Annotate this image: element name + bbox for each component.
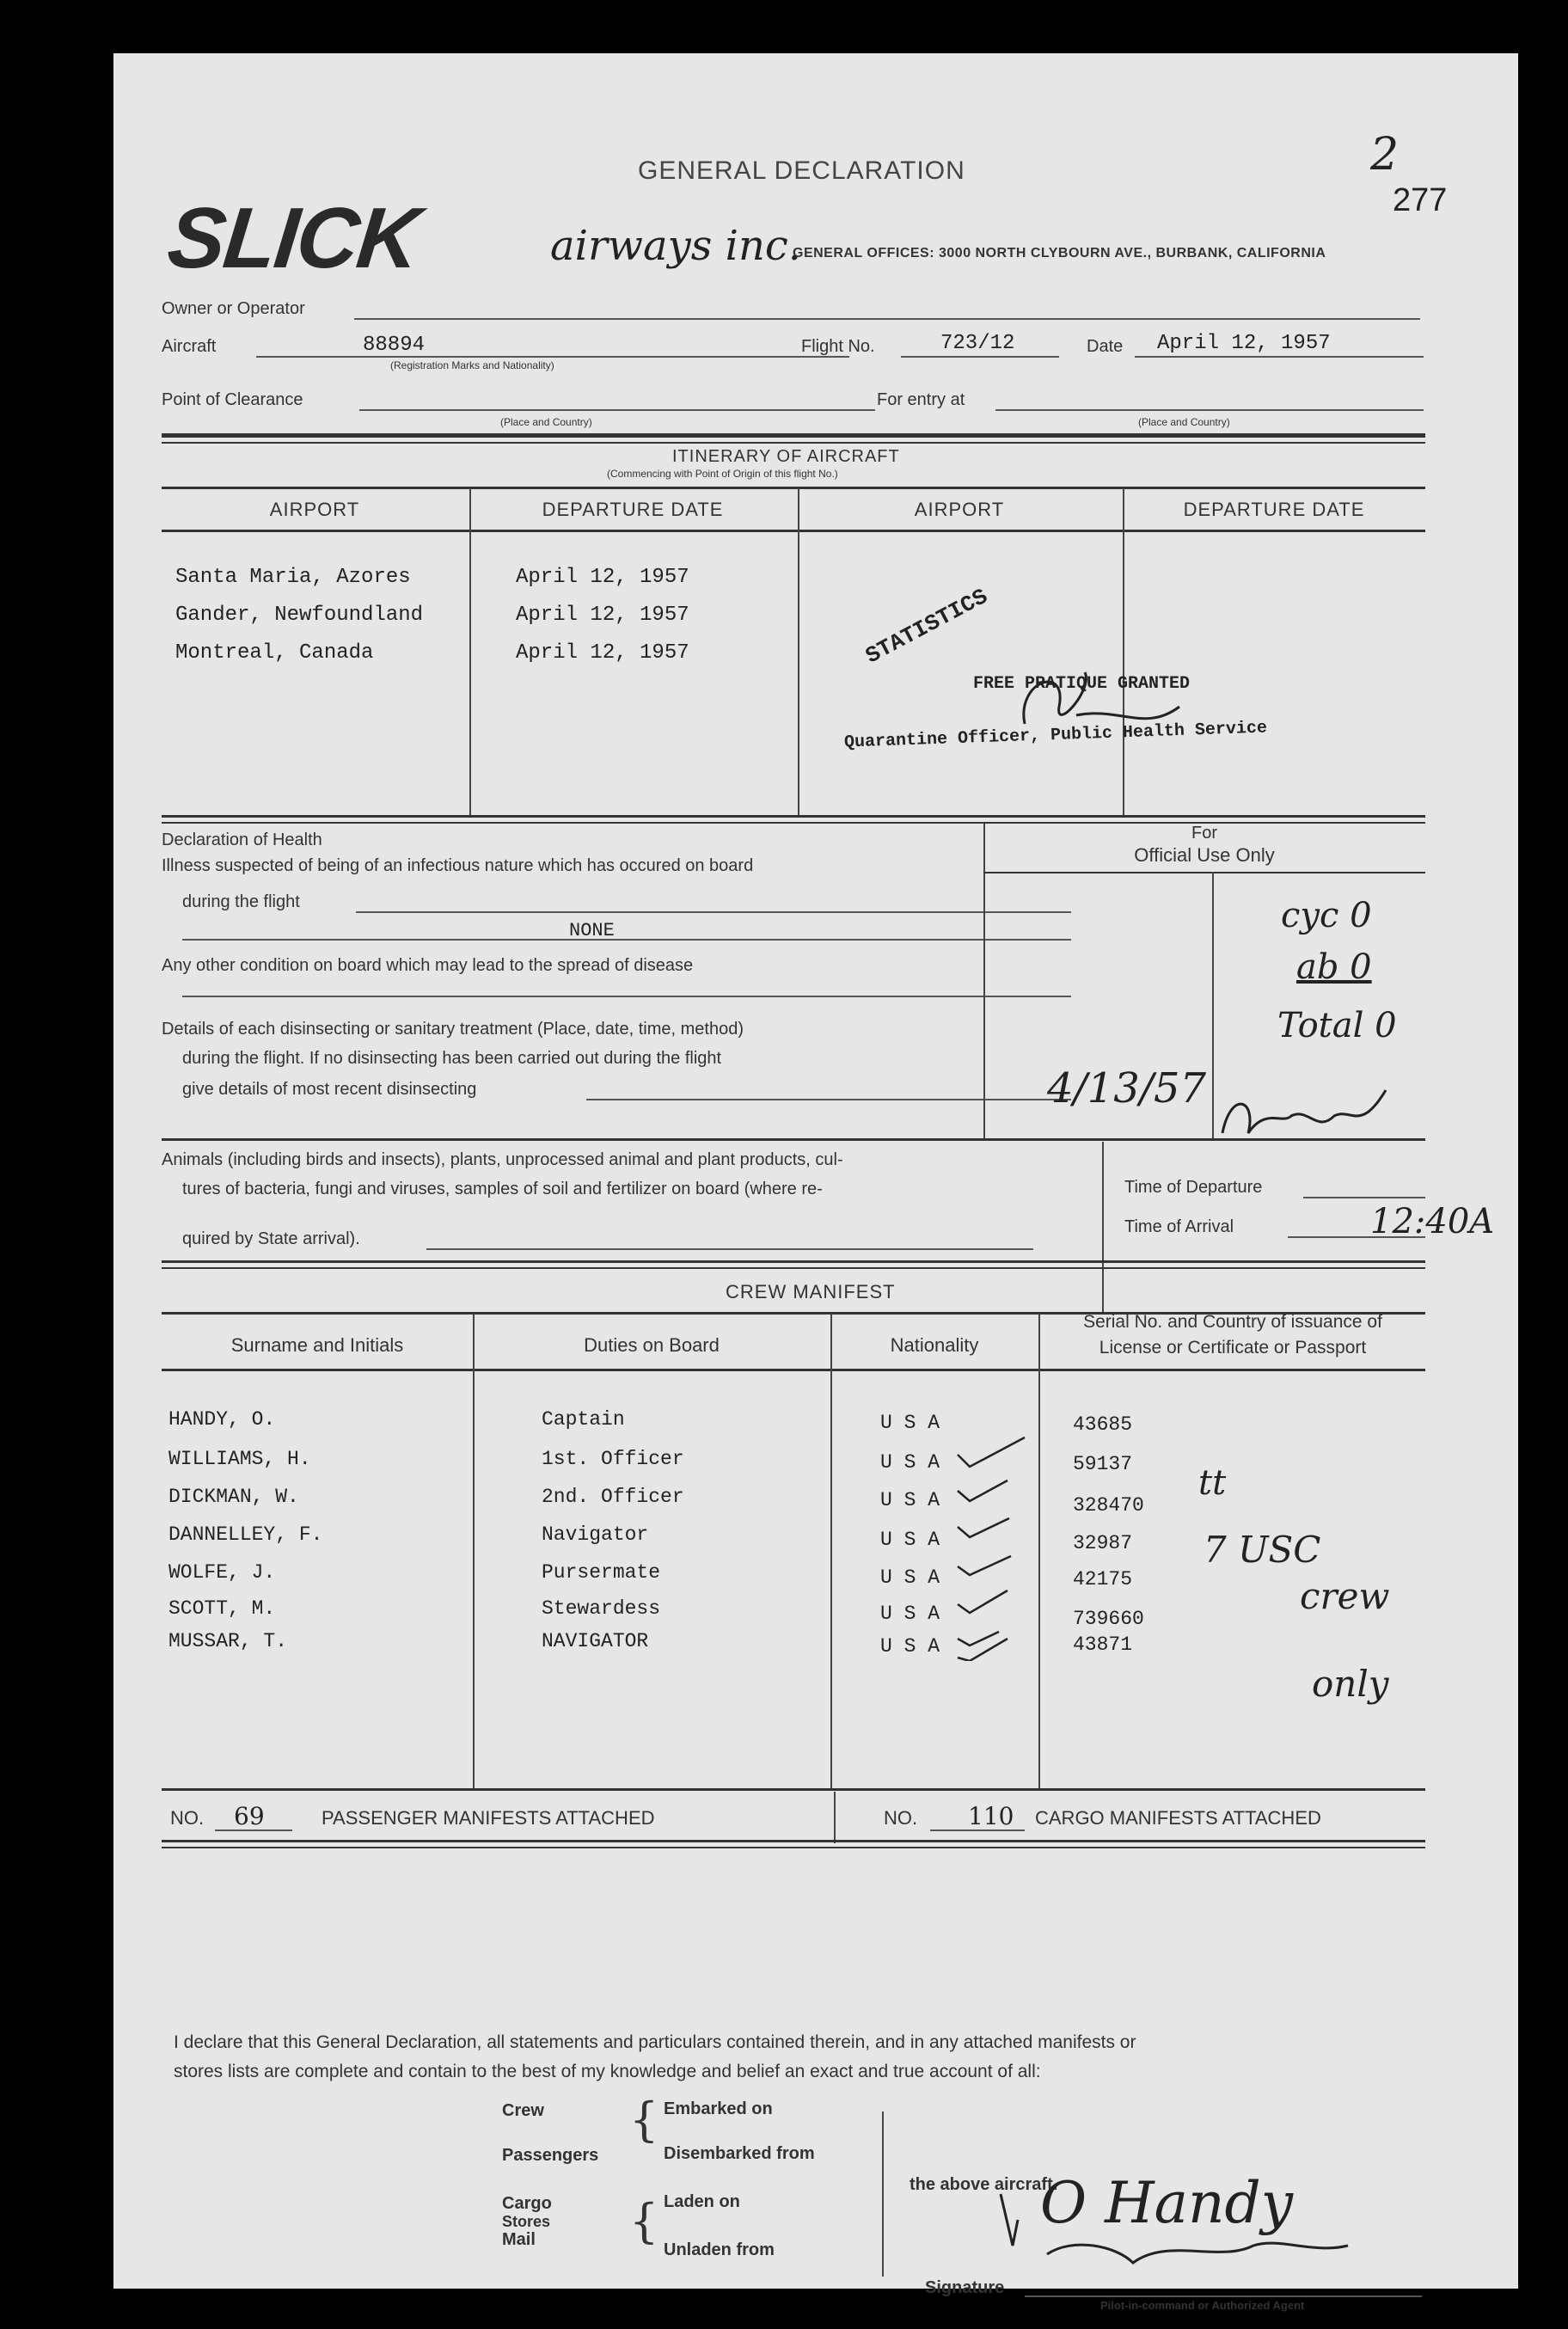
answer-line bbox=[586, 1099, 1071, 1100]
quarantine-signature bbox=[999, 655, 1188, 758]
crew-duty-4: Navigator bbox=[542, 1523, 649, 1546]
divider bbox=[162, 442, 1425, 444]
crew-duty-5: Pursermate bbox=[542, 1561, 661, 1584]
cargo-no-label: NO. bbox=[884, 1807, 918, 1829]
answer-line bbox=[182, 939, 1071, 941]
crew-nationality-5: U S A bbox=[880, 1566, 940, 1589]
clearance-line bbox=[359, 409, 875, 411]
entry-line bbox=[995, 409, 1424, 411]
divider bbox=[162, 1847, 1425, 1848]
crew-nationality-6: U S A bbox=[880, 1603, 940, 1625]
offices-address: GENERAL OFFICES: 3000 NORTH CLYBOURN AVE., BURBANK, CALIFORNIA bbox=[793, 246, 1326, 260]
date-line bbox=[1135, 356, 1424, 358]
crew-name-6: SCOTT, M. bbox=[168, 1597, 276, 1620]
cargo-label: Cargo bbox=[502, 2194, 552, 2213]
page-mark: 2 bbox=[1370, 129, 1400, 181]
entry-label: For entry at bbox=[877, 390, 965, 409]
col-divider bbox=[798, 488, 799, 817]
official-use: Official Use Only bbox=[1134, 844, 1275, 866]
official-note-3: Total 0 bbox=[1277, 1006, 1397, 1045]
animals-line-2: tures of bacteria, fungi and viruses, samples of soil and fertilizer on board (where re- bbox=[182, 1180, 823, 1198]
crew-nationality-4: U S A bbox=[880, 1529, 940, 1551]
crew-nationality-2: U S A bbox=[880, 1451, 940, 1474]
answer-line bbox=[426, 1248, 1033, 1250]
flight-line bbox=[901, 356, 1059, 358]
aircraft-line bbox=[256, 356, 849, 358]
crew-name-5: WOLFE, J. bbox=[168, 1561, 276, 1584]
passengers-label: Passengers bbox=[502, 2146, 599, 2165]
signature-label: Signature bbox=[925, 2278, 1005, 2297]
official-note-2: ab 0 bbox=[1296, 947, 1372, 987]
answer-line bbox=[356, 911, 1071, 913]
declaration-divider bbox=[882, 2111, 884, 2277]
aircraft-label: Aircraft bbox=[162, 337, 217, 356]
itinerary-airport-1: Santa Maria, Azores bbox=[175, 566, 411, 589]
crew-name-4: DANNELLEY, F. bbox=[168, 1523, 323, 1546]
animals-line-3: quired by State arrival). bbox=[182, 1229, 360, 1248]
brace-1: { bbox=[629, 2093, 659, 2147]
crew-title: CREW MANIFEST bbox=[726, 1281, 896, 1302]
owner-line bbox=[354, 318, 1420, 320]
health-q3c: give details of most recent disinsecting bbox=[182, 1080, 477, 1099]
page-number: 277 bbox=[1393, 182, 1448, 218]
signature-note: Pilot-in-command or Authorized Agent bbox=[1100, 2299, 1305, 2312]
count-line bbox=[930, 1829, 1025, 1831]
crew-nationality-1: U S A bbox=[880, 1412, 940, 1434]
itinerary-subtitle: (Commencing with Point of Origin of this flight No.) bbox=[607, 468, 838, 480]
itinerary-date-2: April 12, 1957 bbox=[516, 604, 689, 627]
col-divider bbox=[473, 1314, 475, 1790]
brace-2: { bbox=[629, 2194, 659, 2248]
col-airport: AIRPORT bbox=[269, 499, 360, 520]
departure-line bbox=[1303, 1197, 1425, 1198]
company-logo-script: airways inc. bbox=[550, 222, 802, 270]
nationality-check-marks bbox=[956, 1429, 1033, 1661]
signature-handwriting: O Handy bbox=[1040, 2170, 1294, 2236]
divider bbox=[162, 1788, 1425, 1791]
crew-name-7: MUSSAR, T. bbox=[168, 1630, 288, 1652]
divider bbox=[162, 1138, 1425, 1141]
date-label: Date bbox=[1087, 337, 1124, 356]
departure-time-label: Time of Departure bbox=[1124, 1178, 1263, 1197]
signature-flourish bbox=[995, 2185, 1365, 2289]
divider bbox=[162, 1260, 1425, 1263]
health-title: Declaration of Health bbox=[162, 830, 322, 849]
crew-duty-2: 1st. Officer bbox=[542, 1448, 684, 1470]
crew-name-2: WILLIAMS, H. bbox=[168, 1448, 311, 1470]
flight-label: Flight No. bbox=[801, 337, 875, 356]
official-date: 4/13/57 bbox=[1047, 1064, 1207, 1112]
itinerary-title: ITINERARY OF AIRCRAFT bbox=[672, 447, 900, 466]
declaration-text-2: stores lists are complete and contain to the best of my knowledge and belief an exact and true account of all: bbox=[174, 2062, 1041, 2081]
answer-line bbox=[182, 996, 1071, 997]
cargo-count: 110 bbox=[968, 1802, 1014, 1830]
company-logo: SLICK bbox=[163, 190, 423, 286]
col-departure-2: DEPARTURE DATE bbox=[1183, 499, 1365, 520]
health-q1-answer: NONE bbox=[569, 920, 615, 941]
document-page bbox=[113, 53, 1518, 2312]
official-for: For bbox=[1191, 824, 1217, 843]
quarantine-stamp: Quarantine Officer, Public Health Service bbox=[843, 718, 1268, 753]
above-aircraft-text: the above aircraft. bbox=[910, 2175, 1058, 2194]
unladen-label: Unladen from bbox=[664, 2240, 775, 2259]
crew-serial-5: 42175 bbox=[1073, 1568, 1133, 1590]
disembarked-label: Disembarked from bbox=[664, 2144, 815, 2163]
aircraft-value: 88894 bbox=[363, 334, 426, 357]
health-q3a: Details of each disinsecting or sanitary treatment (Place, date, time, method) bbox=[162, 1020, 744, 1039]
health-q2: Any other condition on board which may lead to the spread of disease bbox=[162, 956, 694, 975]
embarked-label: Embarked on bbox=[664, 2099, 773, 2118]
crew-nationality-3: U S A bbox=[880, 1489, 940, 1511]
crew-duty-7: NAVIGATOR bbox=[542, 1630, 649, 1652]
signature-line bbox=[1025, 2295, 1422, 2297]
crew-note-2: 7 USC bbox=[1204, 1529, 1321, 1571]
clearance-label: Point of Clearance bbox=[162, 390, 303, 409]
crew-serial-7: 43871 bbox=[1073, 1633, 1133, 1656]
count-line bbox=[215, 1829, 292, 1831]
crew-note-1: tt bbox=[1198, 1463, 1227, 1503]
cargo-text: CARGO MANIFESTS ATTACHED bbox=[1035, 1807, 1321, 1829]
crew-nationality-7: U S A bbox=[880, 1635, 940, 1658]
official-initials bbox=[1214, 1082, 1403, 1159]
col-departure: DEPARTURE DATE bbox=[542, 499, 724, 520]
health-q1a: Illness suspected of being of an infectious nature which has occured on board bbox=[162, 856, 754, 875]
laden-label: Laden on bbox=[664, 2192, 740, 2211]
health-q3b: during the flight. If no disinsecting has been carried out during the flight bbox=[182, 1049, 722, 1068]
divider bbox=[162, 433, 1425, 438]
crew-duty-1: Captain bbox=[542, 1408, 625, 1431]
col-name: Surname and Initials bbox=[230, 1334, 404, 1356]
mail-label: Mail bbox=[502, 2230, 536, 2249]
arrival-time-value: 12:40A bbox=[1370, 1202, 1495, 1241]
crew-name-3: DICKMAN, W. bbox=[168, 1486, 299, 1508]
owner-label: Owner or Operator bbox=[162, 299, 305, 318]
itinerary-airport-3: Montreal, Canada bbox=[175, 641, 374, 665]
entry-note: (Place and Country) bbox=[1138, 416, 1230, 428]
passenger-count: 69 bbox=[234, 1802, 265, 1830]
col-airport-2: AIRPORT bbox=[914, 499, 1005, 520]
passenger-no-label: NO. bbox=[170, 1807, 205, 1829]
crew-note-4: only bbox=[1312, 1663, 1389, 1705]
crew-name-1: HANDY, O. bbox=[168, 1408, 276, 1431]
divider bbox=[162, 1369, 1425, 1371]
manifest-divider bbox=[834, 1792, 836, 1843]
crew-serial-6: 739660 bbox=[1073, 1608, 1144, 1630]
crew-duty-3: 2nd. Officer bbox=[542, 1486, 684, 1508]
divider bbox=[983, 872, 1425, 873]
form-title: GENERAL DECLARATION bbox=[638, 156, 965, 185]
divider bbox=[162, 1267, 1425, 1269]
crew-serial-4: 32987 bbox=[1073, 1532, 1133, 1554]
crew-label: Crew bbox=[502, 2101, 544, 2120]
declaration-text-1: I declare that this General Declaration, all statements and particulars contained therein, and in any attached manifests or bbox=[174, 2032, 1136, 2052]
col-duties: Duties on Board bbox=[584, 1334, 720, 1356]
col-serial-2: License or Certificate or Passport bbox=[1099, 1338, 1367, 1358]
col-nationality: Nationality bbox=[890, 1334, 979, 1356]
col-divider bbox=[1123, 488, 1124, 817]
health-q1b: during the flight bbox=[182, 892, 300, 911]
col-divider bbox=[830, 1314, 832, 1790]
arrival-time-label: Time of Arrival bbox=[1124, 1217, 1234, 1236]
stores-label: Stores bbox=[502, 2213, 551, 2230]
crew-serial-2: 59137 bbox=[1073, 1453, 1133, 1475]
date-value: April 12, 1957 bbox=[1157, 332, 1331, 355]
divider bbox=[162, 487, 1425, 489]
crew-note-3: crew bbox=[1300, 1575, 1390, 1617]
itinerary-date-3: April 12, 1957 bbox=[516, 641, 689, 665]
divider bbox=[162, 530, 1425, 532]
time-divider bbox=[1102, 1142, 1104, 1312]
clearance-note: (Place and Country) bbox=[500, 416, 592, 428]
animals-line-1: Animals (including birds and insects), plants, unprocessed animal and plant products, cul- bbox=[162, 1150, 843, 1169]
crew-serial-1: 43685 bbox=[1073, 1413, 1133, 1436]
col-divider bbox=[1038, 1314, 1040, 1790]
passenger-text: PASSENGER MANIFESTS ATTACHED bbox=[322, 1807, 655, 1829]
pratique-stamp: FREE PRATIQUE GRANTED bbox=[973, 674, 1191, 694]
divider bbox=[162, 815, 1425, 818]
flight-value: 723/12 bbox=[940, 332, 1015, 355]
official-note-1: cyc 0 bbox=[1281, 896, 1372, 935]
aircraft-note: (Registration Marks and Nationality) bbox=[390, 359, 554, 371]
itinerary-date-1: April 12, 1957 bbox=[516, 566, 689, 589]
crew-duty-6: Stewardess bbox=[542, 1597, 661, 1620]
col-divider bbox=[469, 488, 471, 817]
divider bbox=[162, 1840, 1425, 1842]
crew-serial-3: 328470 bbox=[1073, 1494, 1144, 1517]
itinerary-airport-2: Gander, Newfoundland bbox=[175, 604, 424, 627]
col-serial-1: Serial No. and Country of issuance of bbox=[1083, 1312, 1382, 1332]
statistics-stamp: STATISTICS bbox=[861, 583, 992, 670]
